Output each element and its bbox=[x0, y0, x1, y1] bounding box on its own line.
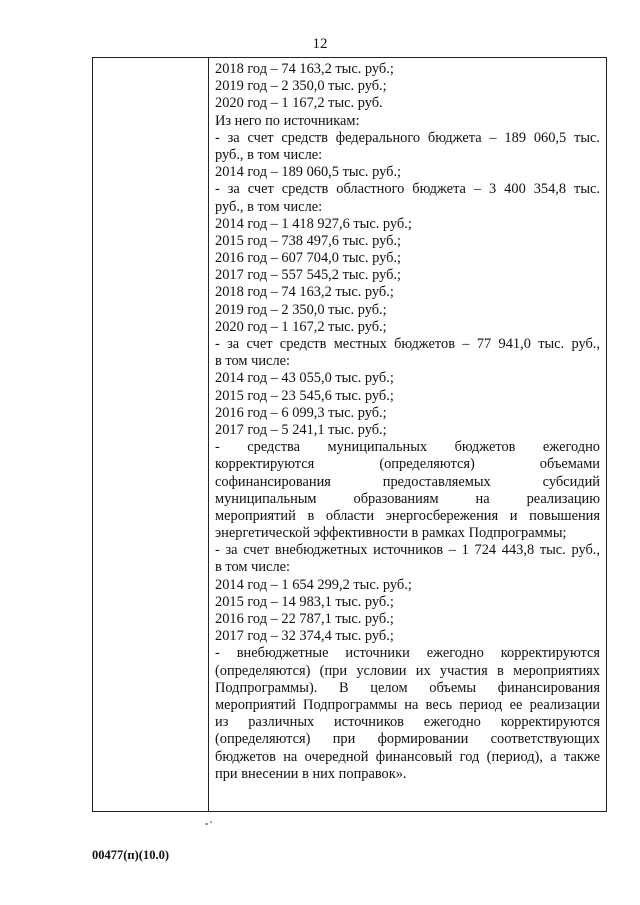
scan-speck bbox=[210, 821, 212, 823]
text-line: 2020 год – 1 167,2 тыс. руб.; bbox=[215, 318, 387, 335]
text-line: в том числе: bbox=[215, 559, 291, 576]
text-line: (определяются) при формировании соответствующих bbox=[215, 731, 600, 748]
scan-speck bbox=[205, 823, 208, 825]
text-line: Подпрограммы). В целом объемы финансирования bbox=[215, 679, 600, 696]
text-line: 2014 год – 1 654 299,2 тыс. руб.; bbox=[215, 576, 412, 593]
text-line: при внесении в них поправок». bbox=[215, 765, 407, 782]
text-line: из различных источников ежегодно корректируются bbox=[215, 714, 600, 731]
text-line: - за счет средств областного бюджета – 3 400 354,8 тыс. bbox=[215, 181, 600, 198]
text-line: 2019 год – 2 350,0 тыс. руб.; bbox=[215, 301, 387, 318]
text-line: - внебюджетные источники ежегодно корректируются bbox=[215, 645, 600, 662]
text-line: бюджетов на очередной финансовый год (период), а также bbox=[215, 748, 600, 765]
financing-text-cell bbox=[215, 61, 600, 783]
text-line: 2020 год – 1 167,2 тыс. руб. bbox=[215, 95, 383, 112]
text-line: Из него по источникам: bbox=[215, 112, 360, 129]
text-line: руб., в том числе: bbox=[215, 146, 323, 163]
document-code: 00477(п)(10.0) bbox=[92, 848, 169, 862]
text-line: 2016 год – 22 787,1 тыс. руб.; bbox=[215, 611, 394, 627]
text-line: мероприятий в области энергосбережения и повышения bbox=[215, 507, 600, 524]
text-line: энергетической эффективности в рамках Подпрограммы; bbox=[215, 525, 567, 542]
text-line: 2015 год – 23 545,6 тыс. руб.; bbox=[215, 387, 394, 404]
text-line: - средства муниципальных бюджетов ежегодно bbox=[215, 439, 600, 456]
text-line: 2015 год – 738 497,6 тыс. руб.; bbox=[215, 232, 402, 249]
text-line: 2017 год – 557 545,2 тыс. руб.; bbox=[215, 267, 402, 284]
text-line: 2017 год – 5 241,1 тыс. руб.; bbox=[215, 421, 387, 438]
text-line: 2014 год – 189 060,5 тыс. руб.; bbox=[215, 164, 402, 181]
text-line: муниципальным образованиям на реализацию bbox=[215, 490, 600, 507]
text-line: софинансирования предоставляемых субсидий bbox=[215, 473, 600, 490]
text-line: в том числе: bbox=[215, 353, 291, 370]
text-line: 2016 год – 6 099,3 тыс. руб.; bbox=[215, 404, 387, 421]
text-line: мероприятий Подпрограммы на весь период ее реализации bbox=[215, 696, 600, 713]
text-line: 2018 год – 74 163,2 тыс. руб.; bbox=[215, 284, 394, 301]
text-line: 2018 год – 74 163,2 тыс. руб.; bbox=[215, 61, 394, 77]
text-line: 2015 год – 14 983,1 тыс. руб.; bbox=[215, 593, 394, 610]
text-line: - за счет средств местных бюджетов – 77 941,0 тыс. руб., bbox=[215, 336, 600, 352]
text-line: 2014 год – 43 055,0 тыс. руб.; bbox=[215, 370, 394, 387]
text-line: (определяются) (при условии их участия в мероприятиях bbox=[215, 662, 600, 679]
text-line: корректируются (определяются) объемами bbox=[215, 456, 600, 473]
text-line: 2016 год – 607 704,0 тыс. руб.; bbox=[215, 250, 402, 267]
page-number: 12 bbox=[312, 36, 328, 52]
text-line: 2019 год – 2 350,0 тыс. руб.; bbox=[215, 78, 387, 95]
text-line: руб., в том числе: bbox=[215, 198, 323, 215]
program-table bbox=[92, 57, 607, 812]
text-line: - за счет внебюджетных источников – 1 724 443,8 тыс. руб., bbox=[215, 542, 600, 559]
text-line: 2017 год – 32 374,4 тыс. руб.; bbox=[215, 628, 394, 645]
text-line: - за счет средств федерального бюджета – 189 060,5 тыс. bbox=[215, 129, 600, 146]
text-line: 2014 год – 1 418 927,6 тыс. руб.; bbox=[215, 215, 412, 232]
column-divider bbox=[208, 58, 209, 811]
